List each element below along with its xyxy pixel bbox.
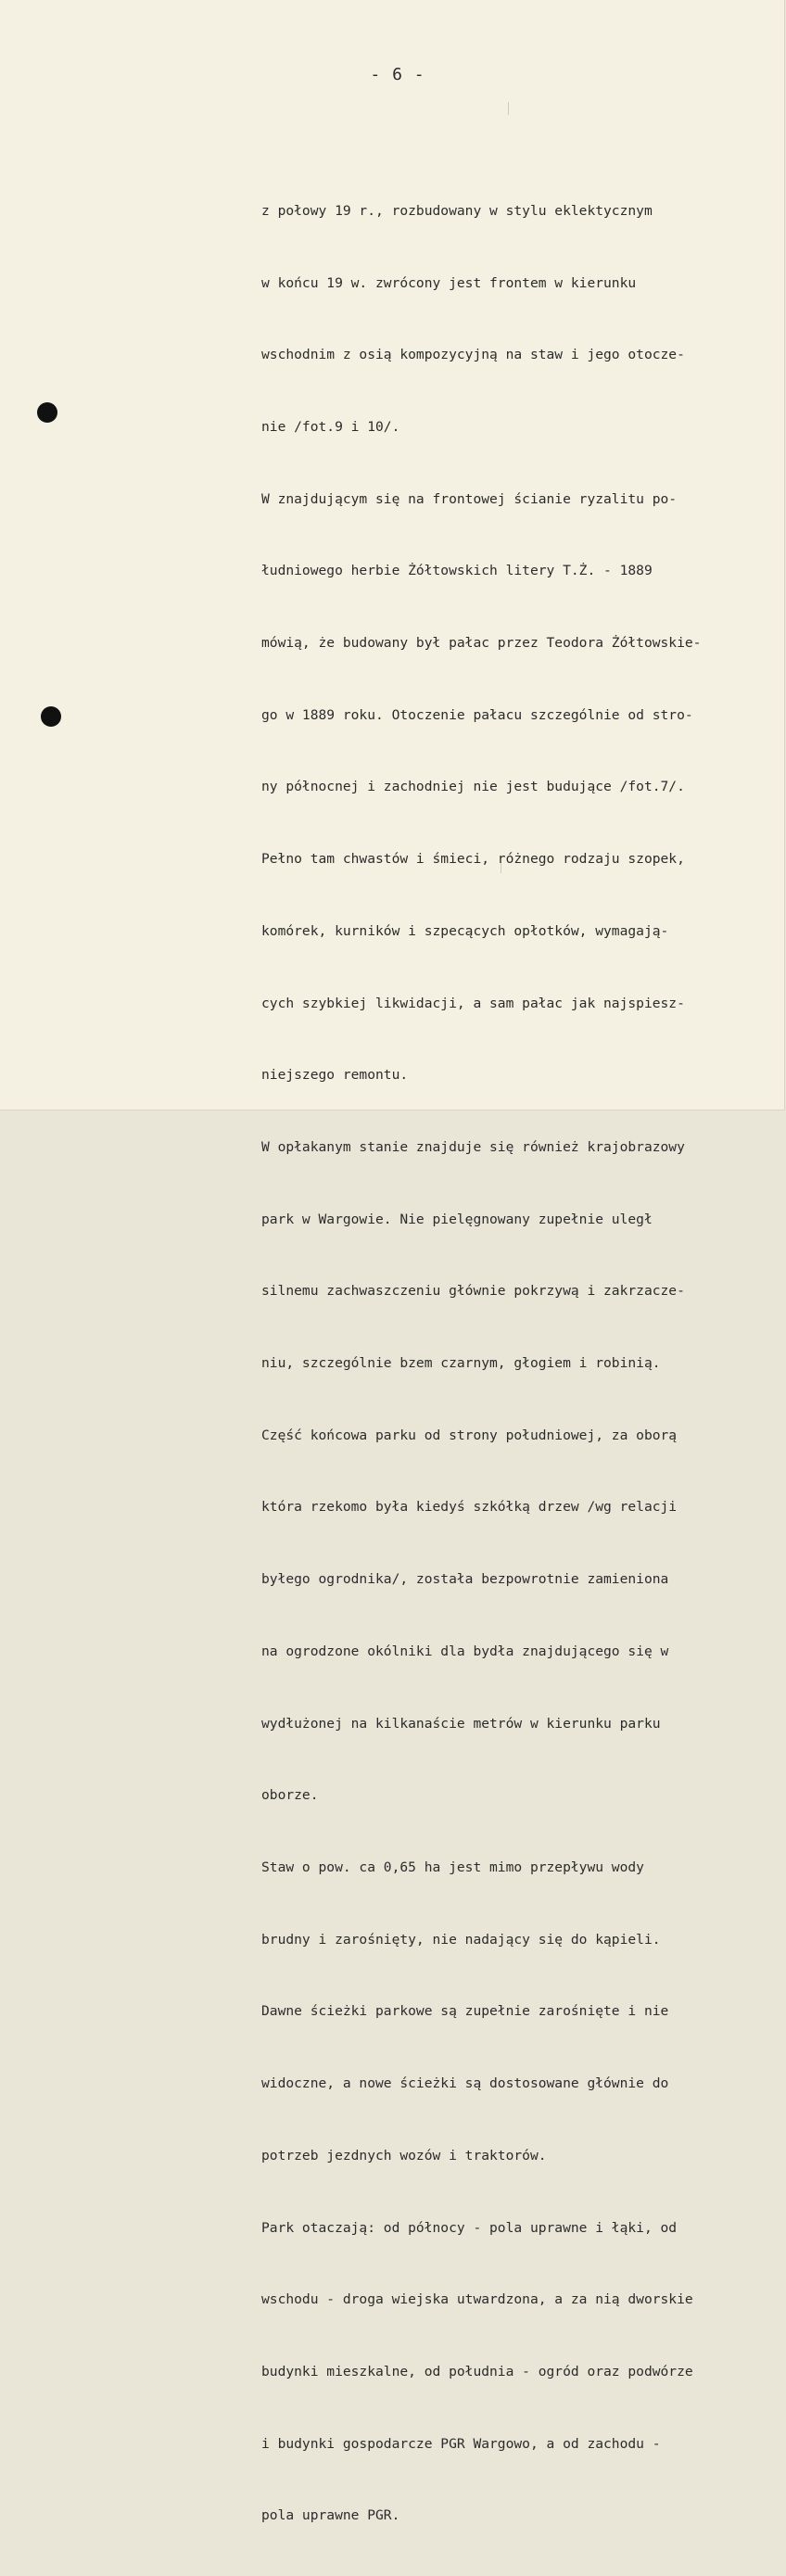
text-line: oborze. [261, 1787, 319, 1804]
text-line: Pełno tam chwastów i śmieci, różnego rodzaju szopek, [261, 851, 685, 868]
text-line: łudniowego herbie Żółtowskich litery T.Ż. - 1889 [261, 563, 653, 579]
text-line: wydłużonej na kilkanaście metrów w kierunku parku [261, 1715, 661, 1732]
text-line: na ogrodzone okólniki dla bydła znajdującego się w [261, 1643, 669, 1659]
text-line: Staw o pow. ca 0,65 ha jest mimo przepływu wody [261, 1859, 644, 1875]
text-line: z połowy 19 r., rozbudowany w stylu eklektycznym [261, 202, 653, 219]
text-line: cych szybkiej likwidacji, a sam pałac jak najspiesz- [261, 995, 685, 1011]
text-line: mówią, że budowany był pałac przez Teodora Żółtowskie- [261, 635, 702, 652]
text-line: w końcu 19 w. zwrócony jest frontem w kierunku [261, 274, 637, 291]
text-line: komórek, kurników i szpecących opłotków, wymagają- [261, 922, 669, 939]
text-line: park w Wargowie. Nie pielęgnowany zupełnie uległ [261, 1211, 653, 1227]
text-line: ny północnej i zachodniej nie jest budujące /fot.7/. [261, 779, 685, 795]
text-line: Park otaczają: od północy - pola uprawne i łąki, od [261, 2219, 678, 2236]
text-line: nie /fot.9 i 10/. [261, 418, 400, 435]
paper-mark [508, 102, 509, 115]
text-line: i budynki gospodarcze PGR Wargowo, a od zachodu - [261, 2435, 661, 2452]
page-number: - 6 - [370, 65, 425, 84]
text-line: silnemu zachwaszczeniu głównie pokrzywą i zakrzacze- [261, 1283, 685, 1300]
body-text [261, 151, 780, 2576]
text-line: budynki mieszkalne, od południa - ogród oraz podwórze [261, 2363, 693, 2379]
text-line: Dawne ścieżki parkowe są zupełnie zarośnięte i nie [261, 2003, 669, 2020]
text-line: wschodu - droga wiejska utwardzona, a za nią dworskie [261, 2291, 693, 2308]
text-line: wschodnim z osią kompozycyjną na staw i jego otocze- [261, 347, 685, 363]
text-line: Część końcowa parku od strony południowej, za oborą [261, 1427, 678, 1443]
text-line: niu, szczególnie bzem czarnym, głogiem i robinią. [261, 1355, 661, 1372]
text-line: niejszego remontu. [261, 1067, 409, 1084]
text-line: widoczne, a nowe ścieżki są dostosowane głównie do [261, 2075, 669, 2092]
text-line: go w 1889 roku. Otoczenie pałacu szczególnie od stro- [261, 706, 693, 723]
text-line: pola uprawne PGR. [261, 2507, 400, 2524]
text-line: potrzeb jezdnych wozów i traktorów. [261, 2147, 547, 2164]
text-line: byłego ogrodnika/, została bezpowrotnie zamieniona [261, 1571, 669, 1588]
text-line: W znajdującym się na frontowej ścianie ryzalitu po- [261, 490, 678, 507]
punch-hole [41, 706, 61, 727]
punch-hole [37, 402, 57, 423]
text-line: brudny i zarośnięty, nie nadający się do kąpieli. [261, 1931, 661, 1948]
text-line: W opłakanym stanie znajduje się również krajobrazowy [261, 1138, 685, 1155]
text-line: która rzekomo była kiedyś szkółką drzew /wg relacji [261, 1499, 678, 1516]
